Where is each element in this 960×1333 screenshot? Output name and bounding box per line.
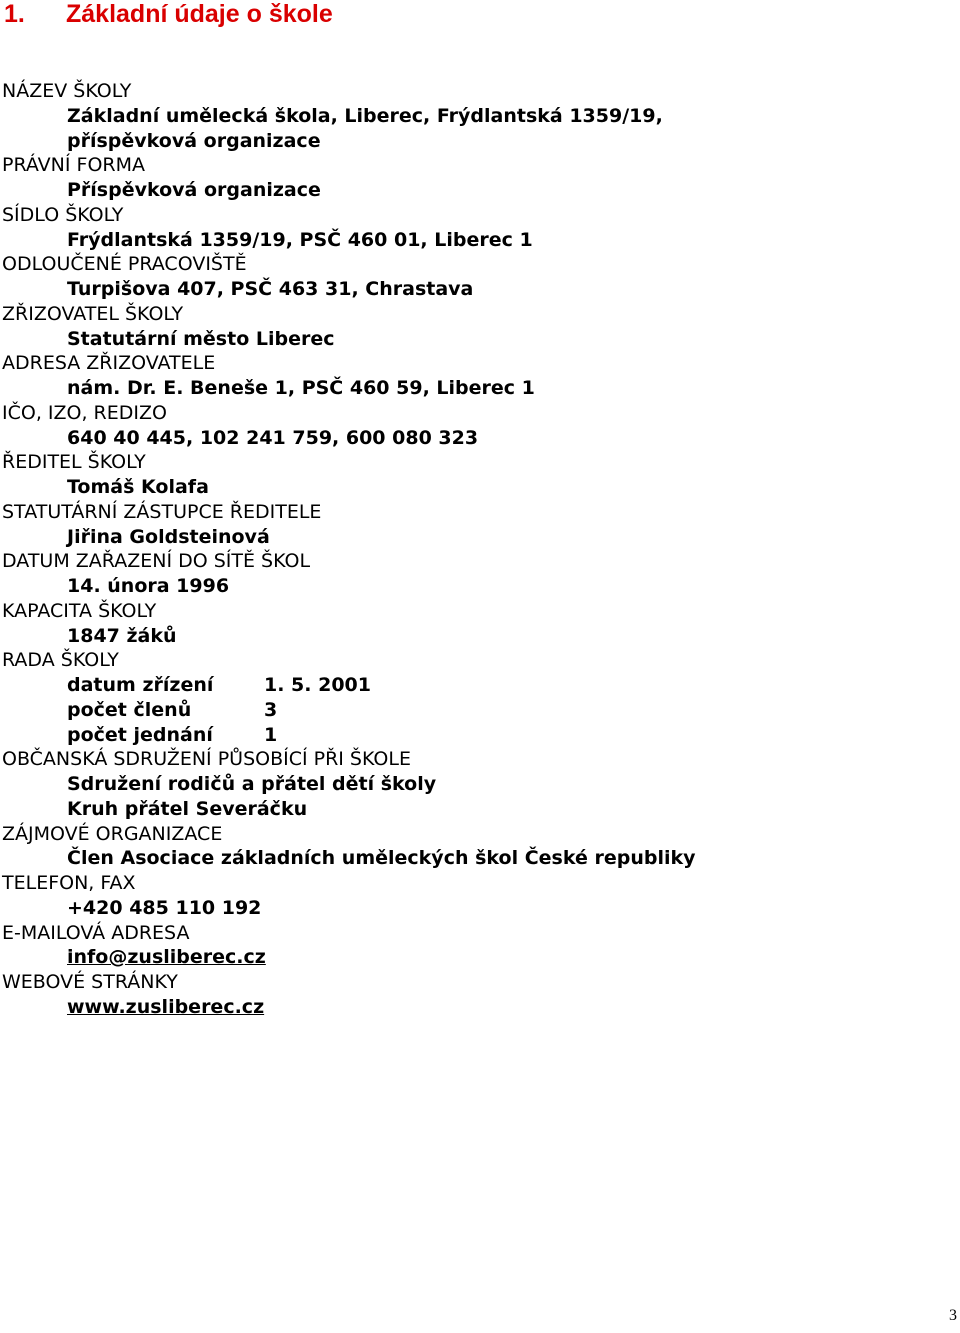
field-label-telefon: TELEFON, FAX — [2, 872, 136, 894]
email-link[interactable]: info@zusliberec.cz — [67, 946, 266, 969]
field-value-sdruzeni-line1: Sdružení rodičů a přátel dětí školy — [67, 773, 437, 795]
field-label-rada: RADA ŠKOLY — [2, 649, 119, 672]
section-title: Základní údaje o škole — [66, 0, 333, 28]
field-value-sidlo: Frýdlantská 1359/19, PSČ 460 01, Liberec 1 — [67, 228, 533, 251]
field-label-sdruzeni: OBČANSKÁ SDRUŽENÍ PŮSOBÍCÍ PŘI ŠKOLE — [2, 748, 411, 771]
field-label-pravni-forma: PRÁVNÍ FORMA — [2, 154, 146, 177]
field-value-odloucene: Turpišova 407, PSČ 463 31, Chrastava — [67, 278, 474, 300]
rada-item-pocet-jednani — [2, 723, 942, 748]
field-value-kapacita: 1847 žáků — [67, 624, 177, 647]
rada-item-pocet-clenu — [2, 698, 942, 723]
field-label-zajmove: ZÁJMOVÉ ORGANIZACE — [2, 822, 223, 845]
section-number: 1. — [4, 0, 25, 28]
field-label-email: E-MAILOVÁ ADRESA — [2, 921, 190, 944]
rada-item-datum-zrizeni — [2, 673, 942, 698]
field-value-zastupce: Jiřina Goldsteinová — [67, 525, 270, 548]
field-value-pravni-forma: Příspěvková organizace — [67, 179, 321, 201]
section-heading — [4, 0, 333, 29]
field-label-zastupce: STATUTÁRNÍ ZÁSTUPCE ŘEDITELE — [2, 500, 322, 523]
field-label-odloucene: ODLOUČENÉ PRACOVIŠTĚ — [2, 253, 247, 276]
rada-item-value: 1. 5. 2001 — [264, 674, 371, 696]
rada-item-value: 3 — [264, 698, 278, 721]
field-label-web: WEBOVÉ STRÁNKY — [2, 971, 178, 993]
field-value-nazev-line2: příspěvková organizace — [67, 129, 321, 152]
field-value-zrizovatel: Statutární město Liberec — [67, 327, 335, 350]
field-value-nazev-line1: Základní umělecká škola, Liberec, Frýdlantská 1359/19, — [67, 104, 663, 127]
field-label-adresa-zrizovatele: ADRESA ZŘIZOVATELE — [2, 352, 216, 375]
field-value-datum-zarazeni: 14. února 1996 — [67, 575, 230, 597]
field-value-sdruzeni-line2: Kruh přátel Severáčku — [67, 797, 308, 820]
field-label-reditel: ŘEDITEL ŠKOLY — [2, 451, 146, 474]
page-number: 3 — [949, 1307, 957, 1324]
field-value-zajmove: Člen Asociace základních uměleckých škol České republiky — [67, 847, 696, 870]
field-value-telefon: +420 485 110 192 — [67, 896, 262, 919]
field-label-datum-zarazeni: DATUM ZAŘAZENÍ DO SÍTĚ ŠKOL — [2, 550, 311, 573]
rada-item-value: 1 — [264, 723, 278, 746]
school-info — [2, 79, 942, 1020]
field-value-ico: 640 40 445, 102 241 759, 600 080 323 — [67, 426, 479, 449]
field-label-ico: IČO, IZO, REDIZO — [2, 401, 167, 424]
rada-item-key: počet členů — [67, 698, 192, 721]
field-value-adresa-zrizovatele: nám. Dr. E. Beneše 1, PSČ 460 59, Liberec 1 — [67, 377, 535, 399]
field-label-nazev: NÁZEV ŠKOLY — [2, 80, 132, 102]
rada-item-key: počet jednání — [67, 723, 213, 746]
rada-item-key: datum zřízení — [67, 674, 214, 696]
field-label-kapacita: KAPACITA ŠKOLY — [2, 599, 157, 622]
field-value-reditel: Tomáš Kolafa — [67, 476, 209, 498]
field-label-sidlo: SÍDLO ŠKOLY — [2, 203, 124, 226]
website-link[interactable]: www.zusliberec.cz — [67, 995, 265, 1018]
field-label-zrizovatel: ZŘIZOVATEL ŠKOLY — [2, 302, 184, 325]
